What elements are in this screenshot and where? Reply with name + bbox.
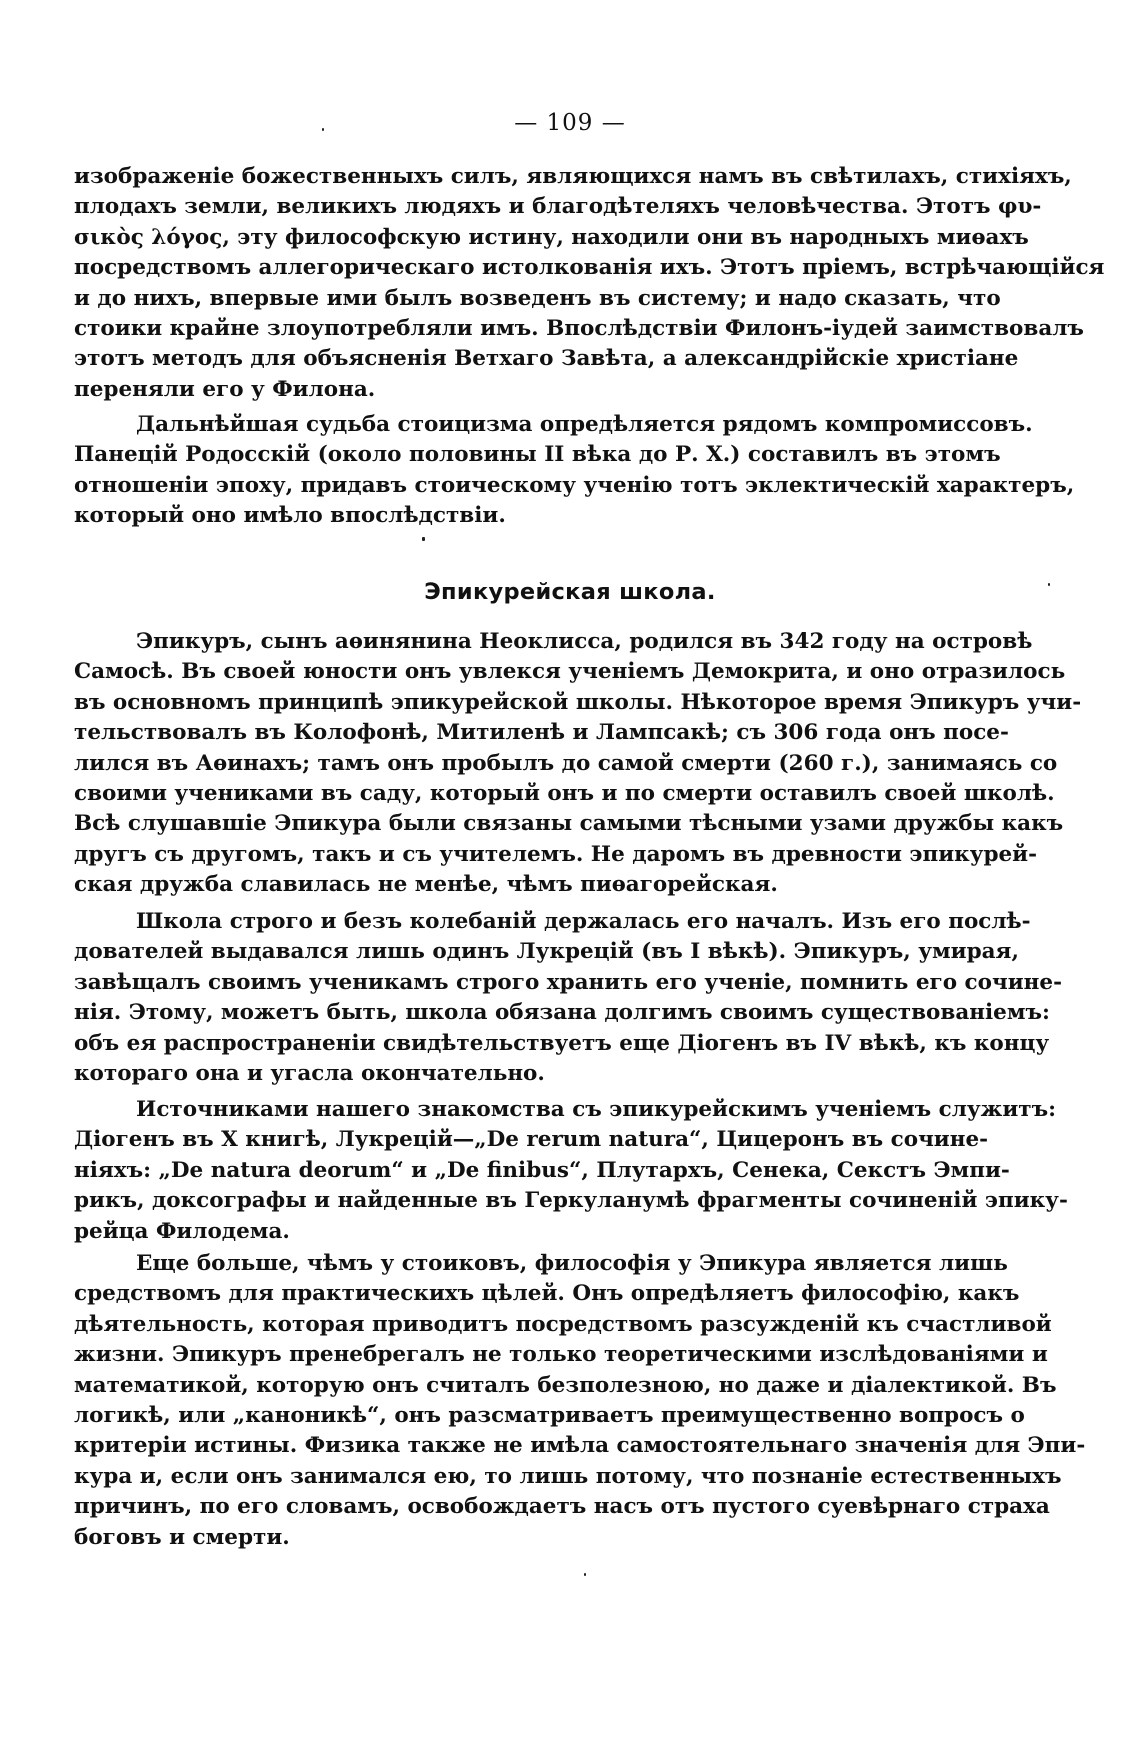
scan-speck [322,128,324,131]
text-line: завѣщалъ своимъ ученикамъ строго хранить его ученіе, помнить его сочине- [74,969,1063,995]
paragraph-school-followers [74,907,1063,1089]
text-line: причинъ, по его словамъ, освобождаетъ насъ отъ пустого суевѣрнаго страха [74,1494,1050,1520]
text-line: дователей выдавался лишь одинъ Лукрецій (въ I вѣкѣ). Эпикуръ, умирая, [74,939,1019,965]
text-line: Панецій Родосскій (около половины II вѣка до Р. X.) составилъ въ этомъ [74,442,1001,468]
text-line: стоики крайне злоупотребляли имъ. Впослѣдствіи Филонъ-іудей заимствовалъ [74,315,1084,341]
text-line: нія. Этому, можетъ быть, школа обязана долгимъ своимъ существованіемъ: [74,1000,1050,1026]
paragraph-epicurus-biography [74,627,1082,901]
text-line: рейца Филодема. [74,1218,290,1244]
text-line: средствомъ для практическихъ цѣлей. Онъ опредѣляетъ философію, какъ [74,1281,1020,1307]
text-line: Всѣ слушавшіе Эпикура были связаны самыми тѣсными узами дружбы какъ [74,811,1064,837]
text-line: Дальнѣйшая судьба стоицизма опредѣляется рядомъ компромиссовъ. [136,412,1033,437]
text-line: математикой, которую онъ считалъ безполезною, но даже и діалектикой. Въ [74,1372,1057,1398]
paragraph-sources [74,1095,1068,1247]
text-line: котораго она и угасла окончательно. [74,1060,545,1086]
text-line: посредствомъ аллегорическаго истолкованія ихъ. Этотъ пріемъ, встрѣчающійся [74,255,1105,281]
text-line: Діогенъ въ X книгѣ, Лукрецій—„De rerum natura“, Цицеронъ въ сочине- [74,1127,989,1153]
text-line: Источниками нашего знакомства съ эпикурейскимъ ученіемъ служитъ: [136,1097,1057,1122]
text-line: лился въ Аѳинахъ; тамъ онъ пробылъ до самой смерти (260 г.), занимаясь со [74,750,1058,776]
paragraph-philosophy-purpose [74,1249,1086,1553]
scan-speck [584,1573,586,1576]
text-line: своими учениками въ саду, который онъ и по смерти оставилъ своей школѣ. [74,780,1055,806]
text-line: тельствовалъ въ Колофонѣ, Митиленѣ и Лампсакѣ; съ 306 года онъ посе- [74,720,1009,746]
text-line: жизни. Эпикуръ пренебрегалъ не только теоретическими изслѣдованіями и [74,1342,1048,1368]
text-line: плодахъ земли, великихъ людяхъ и благодѣтеляхъ человѣчества. Этотъ φυ- [74,194,1042,220]
text-line: кура и, если онъ занимался ею, то лишь потому, что познаніе естественныхъ [74,1463,1062,1489]
text-line: боговъ и смерти. [74,1524,290,1550]
text-line: критеріи истины. Физика также не имѣла самостоятельнаго значенія для Эпи- [74,1433,1086,1459]
text-line: другъ съ другомъ, такъ и съ учителемъ. Не даромъ въ древности эпикурей- [74,841,1038,867]
text-line: логикѣ, или „каноникѣ“, онъ разсматриваетъ преимущественно вопросъ о [74,1402,1025,1428]
text-line: дѣятельность, которая приводитъ посредствомъ разсужденій къ счастливой [74,1311,1052,1337]
text-line: и до нихъ, впервые ими былъ возведенъ въ систему; и надо сказать, что [74,285,1001,311]
text-line: ская дружба славилась не менѣе, чѣмъ пиѳагорейская. [74,872,778,898]
section-heading: Эпикурейская школа. [424,579,716,605]
scan-speck [422,537,425,541]
text-line: σικὸς λόγος, эту философскую истину, находили они въ народныхъ миѳахъ [74,224,1029,250]
text-line: который оно имѣло впослѣдствіи. [74,503,506,529]
text-line: переняли его у Филона. [74,376,376,402]
text-line: Самосѣ. Въ своей юности онъ увлекся ученіемъ Демокрита, и оно отразилось [74,659,1066,685]
text-line: объ ея распространеніи свидѣтельствуетъ еще Діогенъ въ IV вѣкѣ, къ концу [74,1030,1050,1056]
text-line: отношеніи эпоху, придавъ стоическому ученію тотъ эклектическій характеръ, [74,472,1075,498]
text-line: изображеніе божественныхъ силъ, являющихся намъ въ свѣтилахъ, стихіяхъ, [74,164,1072,189]
text-line: ніяхъ: „De natura deorum“ и „De finibus“, Плутархъ, Сенека, Секстъ Эмпи- [74,1157,1010,1183]
text-line: Еще больше, чѣмъ у стоиковъ, философія у Эпикура является лишь [136,1251,1008,1276]
paragraph-stoicism-fate [74,410,1075,532]
text-line: въ основномъ принципѣ эпикурейской школы. Нѣкоторое время Эпикуръ учи- [74,689,1082,715]
text-line: этотъ методъ для объясненія Ветхаго Завѣта, а александрійскіе христіане [74,346,1019,372]
paragraph-stoic-allegory [74,162,1105,405]
page-number: — 109 — [514,110,626,136]
scan-speck [1048,583,1050,586]
text-line: Школа строго и безъ колебаній держалась его началъ. Изъ его послѣ- [136,909,1031,934]
text-line: Эпикуръ, сынъ аѳинянина Неоклисса, родился въ 342 году на островѣ [136,629,1033,654]
text-line: рикъ, доксографы и найденные въ Геркуланумѣ фрагменты сочиненій эпику- [74,1188,1068,1214]
